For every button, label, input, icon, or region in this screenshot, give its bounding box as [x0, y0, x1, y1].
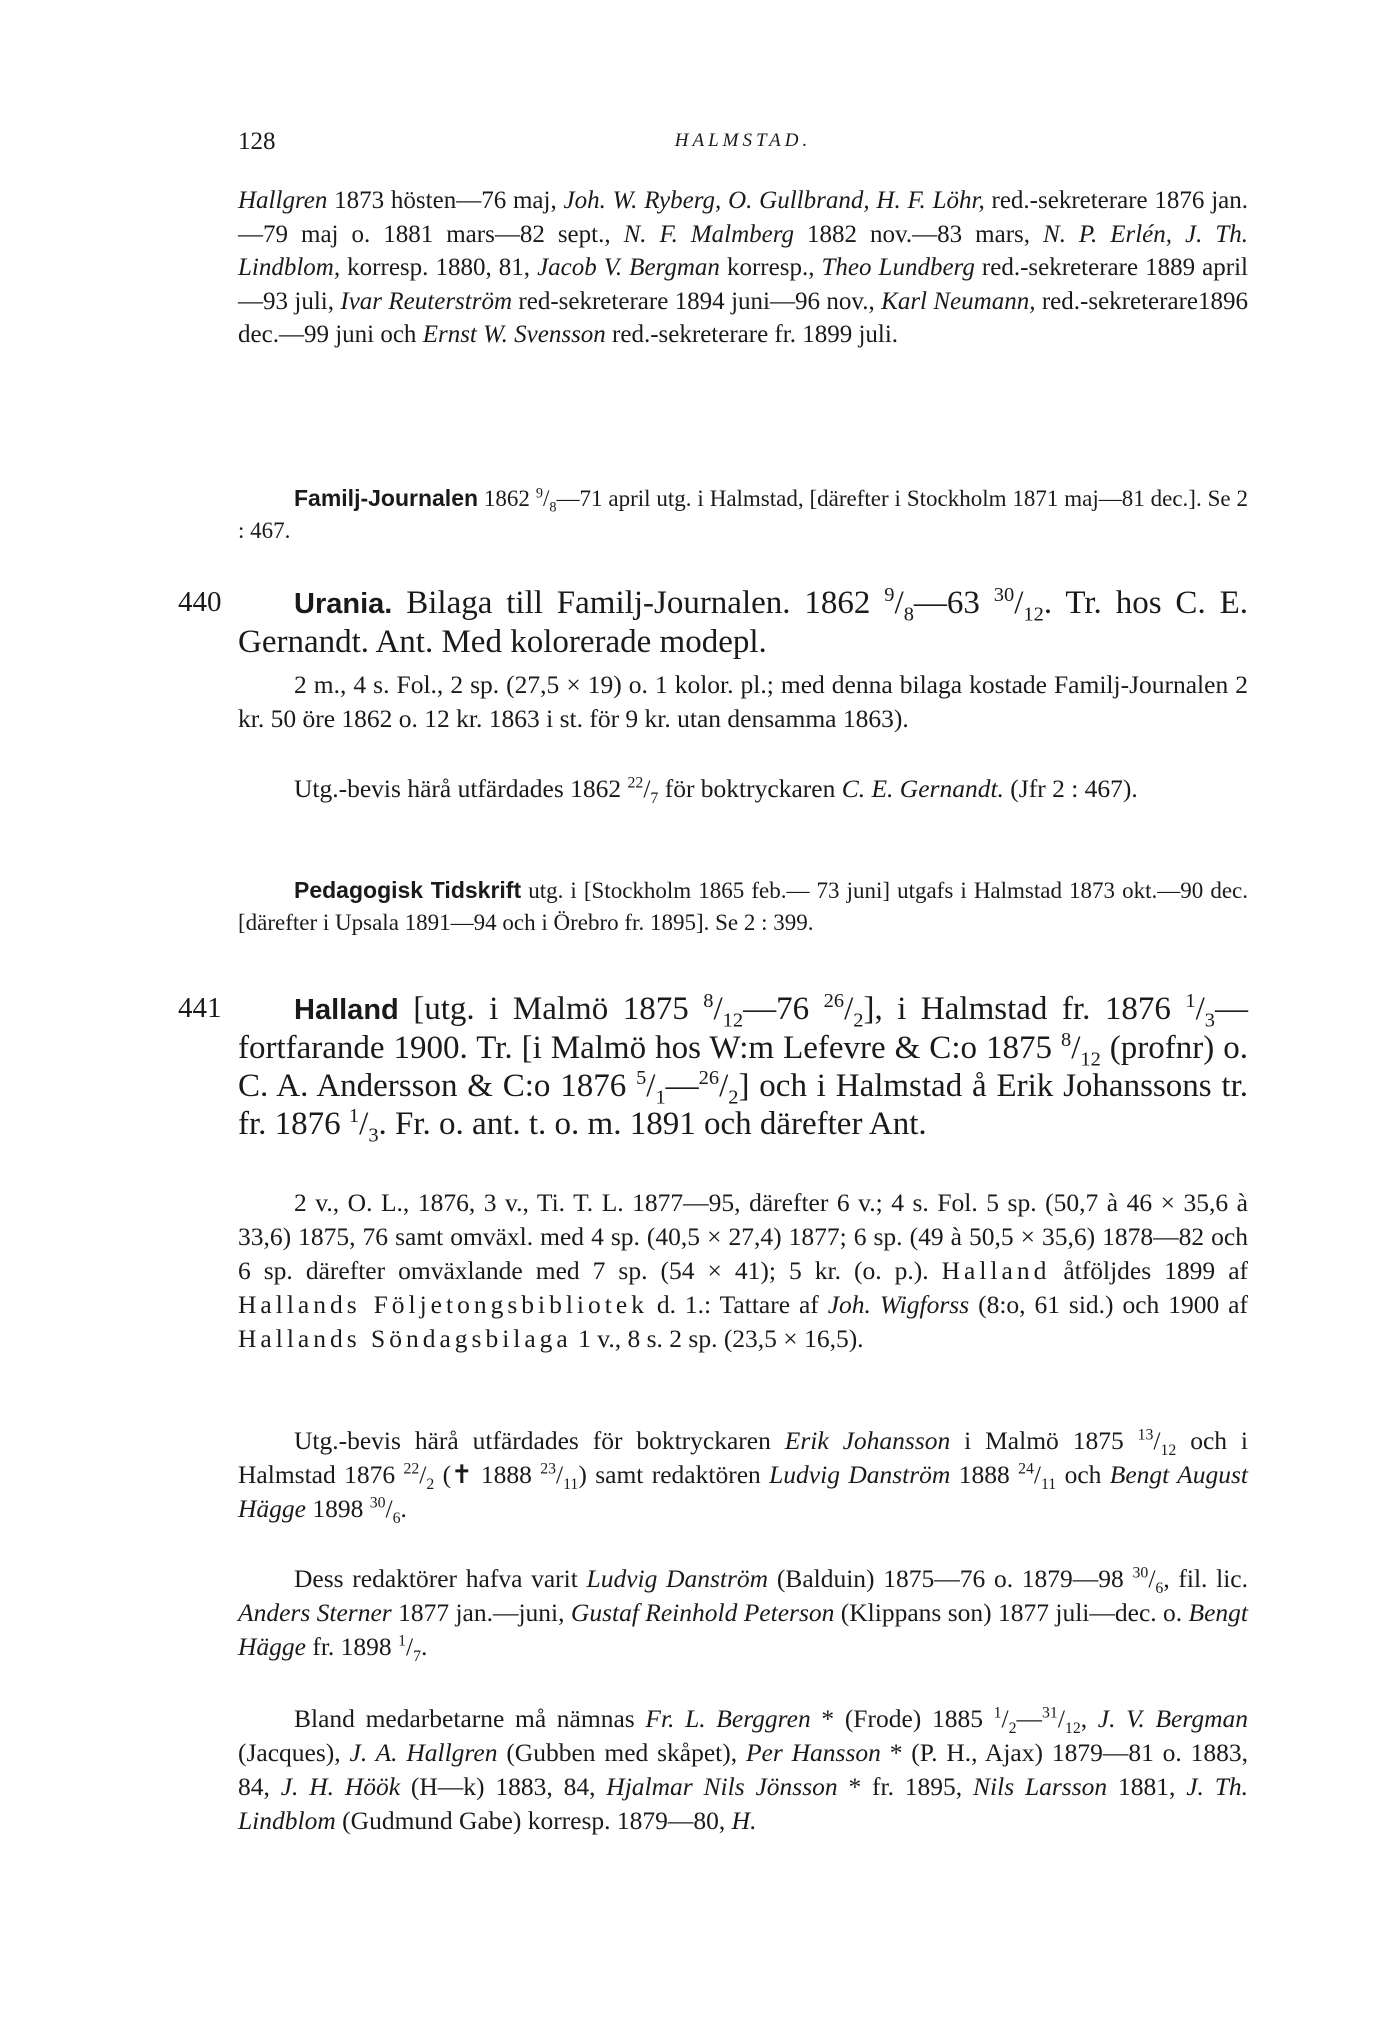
text-run: (Balduin) 1875—76 o. 1879—98 — [768, 1564, 1133, 1593]
fraction-numerator: 30 — [369, 1494, 386, 1512]
text-run: Utg.-bevis härå utfärdades för boktryckaren — [294, 1426, 785, 1455]
person-name: C. E. Gernandt. — [841, 774, 1004, 803]
page-header — [238, 128, 1248, 168]
fraction-numerator: 22 — [627, 774, 644, 792]
text-run: för boktryckaren — [658, 774, 842, 803]
text-run: . — [420, 1632, 428, 1661]
fraction-numerator: 22 — [403, 1460, 420, 1478]
fraction-numerator: 8 — [703, 990, 714, 1012]
text-run: 2 v., O. L., 1876, 3 v., Ti. T. L. 1877—95, därefter 6 v.; 4 s. Fol. 5 sp. (50,7 à 46 × 35,6 à 33,6) 1875, 76 samt omväxl. med 4 sp. (40,5 × 27,4) 1877; 6 sp. (49 à 50,5 × 35,6) 1878—82 och 6 sp. därefter omväxlande med 7 sp. (54 × 41); 5 kr. (o. p.). — [238, 1188, 1248, 1285]
text-run: (H—k) 1883, 84, — [400, 1772, 607, 1801]
person-name: Bengt Hägge — [238, 1598, 1249, 1661]
person-name: Ludvig Danström — [769, 1460, 951, 1489]
entry-440-description: 2 m., 4 s. Fol., 2 sp. (27,5 × 19) o. 1 kolor. pl.; med denna bilaga kostade Familj-Journalen 2 kr. 50 öre 1862 o. 12 kr. 1863 i st. för 9 kr. utan densamma 1863). — [238, 670, 1248, 733]
text-run: åtföljdes 1899 af — [1050, 1256, 1249, 1285]
fraction-numerator: 26 — [698, 1067, 720, 1089]
person-name: Jacob V. Bergman — [537, 254, 720, 281]
text-run: * (P. H., Ajax) 1879—81 o. 1883, 84, — [238, 1738, 1248, 1801]
text-run: ], i Halmstad fr. 1876 — [863, 991, 1186, 1027]
person-name: Nils Larsson — [973, 1772, 1108, 1801]
text-run: (Gubben med skåpet), — [497, 1738, 746, 1767]
text-run: —fortfarande 1900. Tr. [i Malmö hos W:m Lefevre & C:o 1875 — [238, 991, 1248, 1066]
text-run: 1873 hösten—76 maj, — [327, 187, 564, 214]
person-name: Anders Sterner — [238, 1598, 392, 1627]
entry-440-heading: Urania. Bilaga till Familj-Journalen. 1862 $^9/_8—63$ $^{30}/_{12}$. Tr. hos C. E. Gernandt. Ant. Med kolorerade modepl. — [238, 584, 1248, 660]
person-name: J. V. Bergman — [1097, 1704, 1248, 1733]
text-run: ] och i Halmstad å Erik Johanssons tr. fr. 1876 — [238, 1068, 1249, 1142]
fraction-denominator: 3 — [1204, 1009, 1215, 1032]
fraction-denominator: 12 — [1080, 1048, 1101, 1071]
person-name: Gustaf Reinhold Peterson — [570, 1598, 835, 1627]
text-run: Utg.-bevis härå utfärdades 1862 — [294, 774, 628, 803]
fraction-denominator: 3 — [368, 1124, 379, 1147]
entry-441-redaktorer: Dess redaktörer hafva varit Ludvig Danström (Balduin) 1875—76 o. 1879—98 $^{30}/_6$, fil. lic. Anders Sterner 1877 jan.—juni, Gustaf Reinhold Peterson (Klippans son) 1877 juli—dec. o. Bengt Hägge fr. 1898 $^1/_7$. — [238, 1564, 1249, 1666]
person-name: Joh. W. Ryberg, O. Gullbrand, H. — [563, 187, 901, 214]
person-name: Theo Lundberg — [821, 254, 975, 281]
text-run: —76 — [743, 991, 824, 1027]
person-name: Joh. Wigforss — [827, 1290, 970, 1319]
periodical-title: Urania. — [294, 588, 393, 620]
text-run: och — [1056, 1460, 1110, 1489]
fraction-numerator: 9 — [535, 485, 543, 502]
text-run: Bilaga till Familj-Journalen. 1862 — [392, 585, 885, 621]
periodical-title: Halland — [941, 1256, 1051, 1285]
fraction-numerator: 1 — [348, 1105, 360, 1127]
text-run: korresp. 1880, 81, — [347, 254, 538, 281]
fraction-numerator: 8 — [1060, 1029, 1072, 1051]
periodical-title: Familj-Journalen — [294, 485, 479, 511]
entry-441-description — [238, 1186, 1248, 1356]
person-name: Erik Johansson — [784, 1426, 951, 1455]
text-run: sekreterare 1889 april—93 juli, — [238, 254, 1248, 315]
entry-number-441: 441 — [178, 992, 222, 1024]
text-run: , fil. lic. — [1163, 1564, 1249, 1593]
text-run: (profnr) o. C. A. Andersson & C:o 1876 — [238, 1030, 1248, 1104]
text-run: 1877 jan.—juni, — [391, 1598, 571, 1627]
text-run: 1881, — [1107, 1772, 1187, 1801]
text-run: 1862 — [478, 486, 536, 511]
fraction-numerator: 13 — [1137, 1426, 1154, 1444]
text-run: — — [665, 1068, 699, 1104]
person-name: Karl Neumann, — [881, 287, 1036, 315]
text-run: Tr. hos C. E. Gernandt. Ant. Med kolorerade modepl. — [238, 585, 1248, 660]
fraction-numerator: 5 — [636, 1067, 647, 1089]
person-name: Hallgren — [238, 187, 328, 214]
periodical-title: Hallands Söndagsbilaga — [238, 1324, 572, 1353]
fraction-denominator: 7 — [650, 790, 659, 808]
fraction-denominator: 12 — [1064, 1720, 1081, 1738]
text-run: d. 1.: Tattare af — [647, 1290, 828, 1319]
text-run: red.-sekreterare1896 dec.—99 juni och — [238, 287, 1248, 348]
text-run: (8:o, 61 sid.) och 1900 af — [969, 1290, 1248, 1319]
fraction-numerator: 23 — [540, 1460, 557, 1478]
text-run: red.-sekreterare 1876 jan.—79 maj o. 1881 mars—82 sept., — [238, 187, 1248, 248]
text-run: 1898 — [305, 1494, 370, 1523]
pedagogisk-paragraph — [238, 874, 1248, 939]
person-name: J. A. Hallgren — [349, 1738, 498, 1767]
text-run: * fr. 1895, — [837, 1772, 974, 1801]
fraction-numerator: 30 — [993, 584, 1015, 606]
person-name: Hjalmar Nils Jönsson — [606, 1772, 838, 1801]
running-head: HALMSTAD. — [674, 130, 812, 151]
person-name: J. Th. Lindblom — [238, 1772, 1249, 1835]
familj-journalen-paragraph: Familj-Journalen 1862 $^9/_8—71$ april utg. i Halmstad, [därefter i Stockholm 1871 maj—81 dec.]. Se 2 : 467. — [238, 485, 1248, 543]
text-run: * (Frode) 1885 — [810, 1704, 994, 1733]
text-run: (Jacques), — [238, 1738, 350, 1767]
person-name: Ludvig Danström — [586, 1564, 769, 1593]
text-run: 1888 — [950, 1460, 1019, 1489]
entry-440-utg: Utg.-bevis härå utfärdades 1862 $^{22}/_7$ för boktryckaren C. E. Gernandt. (Jfr 2 : 467). — [294, 774, 1138, 808]
fraction-denominator: 6 — [1155, 1580, 1164, 1598]
text-run: 1 v., 8 s. 2 sp. (23,5 × 16,5). — [571, 1324, 864, 1353]
fraction-denominator: 7 — [413, 1648, 421, 1666]
person-name: N. P. Erlén, J. Th. Lindblom, — [238, 220, 1249, 281]
entry-441-medarbetare: Bland medarbetarne må nämnas Fr. L. Berggren * (Frode) 1885 $^1/_2—^{31}/_{12}$, J. V. Bergman (Jacques), J. A. Hallgren (Gubben med skåpet), Per Hansson * (P. H., Ajax) 1879—81 o. 1883, 84, J. H. Höök (H—k) 1883, 84, Hjalmar Nils Jönsson * fr. 1895, Nils Larsson 1881, J. Th. Lindblom (Gudmund Gabe) korresp. 1879—80, H. — [238, 1704, 1249, 1835]
periodical-title: Halland — [294, 994, 399, 1026]
fraction-numerator: 1 — [1185, 990, 1196, 1012]
text-run: — — [1016, 1704, 1043, 1733]
fraction-denominator: 2 — [853, 1009, 864, 1032]
fraction-denominator: 11 — [563, 1476, 579, 1494]
text-run: fr. 1898 — [305, 1632, 399, 1661]
person-name: Ernst W. Svensson — [422, 321, 606, 348]
fraction-denominator: 11 — [1040, 1476, 1057, 1494]
person-name: J. H. Höök — [280, 1772, 401, 1801]
page-number: 128 — [238, 128, 276, 155]
text-run: [utg. i Malmö 1875 — [398, 991, 704, 1027]
fraction-denominator: 8 — [549, 499, 557, 516]
fraction-numerator: 1 — [993, 1704, 1002, 1722]
text-run: (✝ 1888 — [434, 1460, 541, 1489]
fraction-numerator: 26 — [823, 990, 845, 1012]
fraction-numerator: 30 — [1132, 1564, 1149, 1582]
text-run: (Klippans son) 1877 juli—dec. o. — [834, 1598, 1189, 1627]
fraction-denominator: 2 — [1008, 1720, 1017, 1738]
fraction-numerator: 31 — [1042, 1704, 1058, 1722]
text-run: juni—96 nov., — [731, 287, 882, 315]
text-run: ) samt redaktören — [578, 1460, 770, 1489]
entry-number-440: 440 — [178, 586, 222, 618]
text-run: och i Halmstad 1876 — [238, 1426, 1248, 1489]
text-run: (Gudmund Gabe) korresp. 1879—80, — [335, 1806, 732, 1835]
text-run: red.-sekreterare fr. 1899 juli. — [605, 321, 899, 348]
text-run: —71 april utg. i Halmstad, [därefter i Stockholm 1871 maj—81 dec.]. Se 2 : 467. — [238, 486, 1248, 543]
text-run: . — [1043, 585, 1053, 621]
fraction-denominator: 12 — [1160, 1442, 1177, 1460]
fraction-numerator: 9 — [884, 584, 895, 606]
fraction-denominator: 8 — [903, 603, 914, 626]
text-run: , — [1080, 1704, 1098, 1733]
fraction-denominator: 6 — [392, 1510, 401, 1528]
fraction-denominator: 2 — [426, 1476, 435, 1494]
text-run: 1882 nov.—83 mars, — [794, 220, 1044, 248]
person-name: Ivar Reuterström — [340, 287, 513, 315]
person-name: N. F. Malmberg — [623, 220, 795, 248]
text-run: Dess redaktörer hafva varit — [294, 1564, 587, 1593]
intro-paragraph — [238, 184, 1248, 352]
text-run: —63 — [913, 585, 994, 621]
person-name: Fr. L. Berggren — [645, 1704, 811, 1733]
fraction-denominator: 1 — [655, 1086, 666, 1109]
text-run: red-sekreterare 1894 — [512, 287, 725, 315]
text-run: i Malmö 1875 — [950, 1426, 1138, 1455]
text-run: red.- — [974, 254, 1029, 281]
fraction-numerator: 24 — [1018, 1460, 1034, 1478]
person-name: Per Hansson — [745, 1738, 881, 1767]
text-run: . Fr. o. ant. t. o. m. 1891 och därefter Ant. — [378, 1106, 927, 1142]
person-name: F. Löhr, — [907, 187, 985, 214]
fraction-denominator: 12 — [1023, 603, 1044, 626]
fraction-numerator: 1 — [398, 1632, 406, 1650]
entry-441-heading: Halland [utg. i Malmö 1875 $^8/_{12}—76$ $^{26}/_2$], i Halmstad fr. 1876 $^1/_3—fortfarande$ 1900. Tr. [i Malmö hos W:m Lefevre & C:o 1875 $^8/_{12}$ (profnr) o. C. A. Andersson & C:o 1876 $^5/_1—^{26}/_2$] och i Halmstad å Erik Johanssons tr. fr. 1876 $^1/_3$. Fr. o. ant. t. o. m. 1891 och därefter Ant. — [238, 990, 1249, 1147]
fraction-denominator: 12 — [722, 1009, 744, 1032]
text-run: korresp., — [719, 254, 822, 281]
text-run: (Jfr 2 : 467). — [1003, 774, 1138, 803]
fraction-denominator: 2 — [728, 1086, 739, 1109]
text-run: . — [400, 1494, 407, 1523]
periodical-title: Hallands Följetongsbibliotek — [238, 1290, 648, 1319]
person-name: H. — [731, 1806, 757, 1835]
text-run: Bland medarbetarne må nämnas — [294, 1704, 646, 1733]
person-name: Bengt August Hägge — [238, 1460, 1248, 1523]
text-run: utg. i [Stockholm 1865 feb.— 73 juni] utgafs i Halmstad 1873 okt.—90 dec. [därefter i Upsala 1891—94 och i Örebro fr. 1895]. Se 2 : 399. — [238, 878, 1248, 935]
entry-441-utg: Utg.-bevis härå utfärdades för boktryckaren Erik Johansson i Malmö 1875 $^{13}/_{12}$ och i Halmstad 1876 $^{22}/_2$ (✝ 1888 $^{23}/_{11}$) samt redaktören Ludvig Danström 1888 $^{24}/_{11}$ och Bengt August Hägge 1898 $^{30}/_6$. — [238, 1426, 1248, 1528]
periodical-title: Pedagogisk Tidskrift — [294, 877, 522, 903]
